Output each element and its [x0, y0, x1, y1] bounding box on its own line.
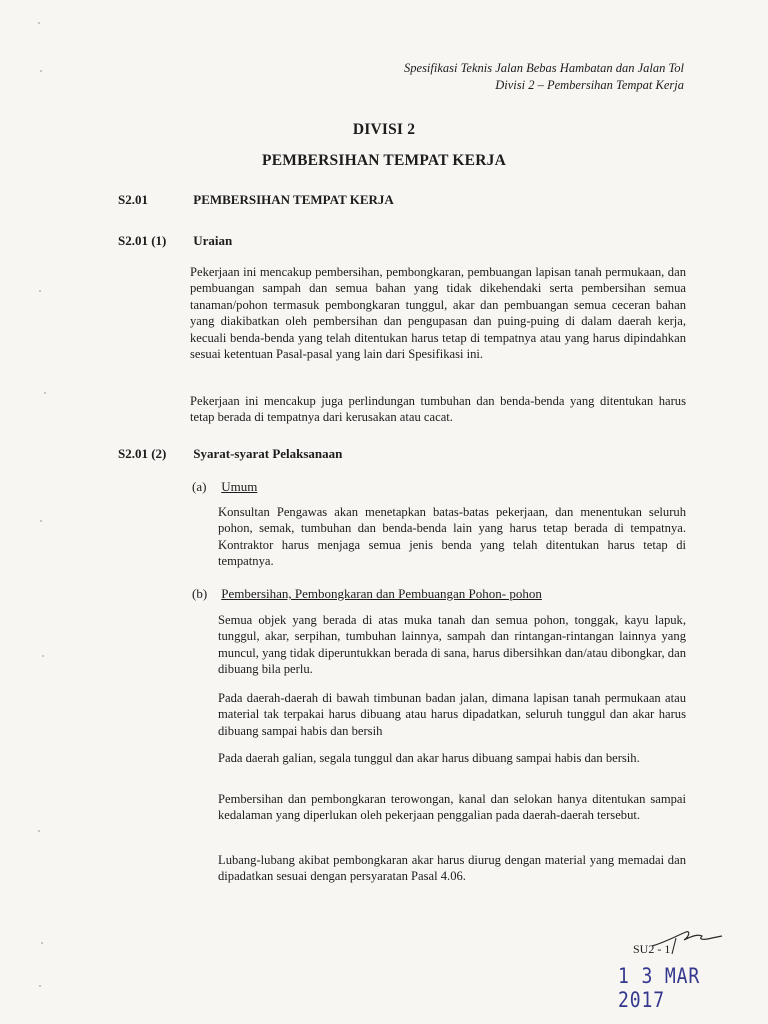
paragraph-pembersihan-5: Lubang-lubang akibat pembongkaran akar harus diurug dengan material yang memadai dan dipadatkan sesuai dengan persyaratan Pasal 4.06.	[218, 853, 686, 884]
running-header-line2: Divisi 2 – Pembersihan Tempat Kerja	[495, 78, 684, 92]
running-header-line1: Spesifikasi Teknis Jalan Bebas Hambatan dan Jalan Tol	[404, 61, 684, 75]
division-title: PEMBERSIHAN TEMPAT KERJA	[262, 152, 506, 169]
paragraph-pembersihan-2: Pada daerah-daerah di bawah timbunan badan jalan, dimana lapisan tanah permukaan atau material tak terpakai harus dibuang atau harus dipadatkan, seluruh tunggul dan akar harus dibuang sampai habis dan bersih	[218, 691, 686, 738]
date-stamp: 1 3 MAR 2017	[618, 964, 701, 1012]
running-header	[404, 60, 684, 94]
section-heading-s201-2	[118, 446, 342, 462]
subsection-label: Pembersihan, Pembongkaran dan Pembuangan Pohon- pohon	[221, 586, 542, 601]
subsection-letter: (b)	[192, 586, 208, 601]
paragraph-uraian-2: Pekerjaan ini mencakup juga perlindungan tumbuhan dan benda-benda yang ditentukan harus tetap berada di tempatnya dari kerusakan atau cacat.	[190, 394, 686, 425]
section-title: Uraian	[193, 233, 233, 248]
paragraph-pembersihan-4: Pembersihan dan pembongkaran terowongan, kanal dan selokan hanya ditentukan sampai kedalaman yang diperlukan oleh pekerjaan penggalian pada daerah-daerah tersebut.	[218, 792, 686, 823]
subsection-letter: (a)	[192, 479, 207, 494]
section-number: S2.01 (2)	[118, 446, 167, 461]
section-heading-s201	[118, 192, 394, 208]
section-title: PEMBERSIHAN TEMPAT KERJA	[193, 192, 394, 207]
subsection-heading-a	[192, 479, 257, 495]
section-number: S2.01 (1)	[118, 233, 167, 248]
paragraph-pembersihan-1: Semua objek yang berada di atas muka tanah dan semua pohon, tonggak, kayu lapuk, tunggul, akar, serpihan, tumbuhan lainnya, sampah dan rintangan-rintangan lainnya yang muncul, yang tidak diperuntukkan berada di sana, harus dibersihkan dan/atau dibongkar, dan dibuang bila perlu.	[218, 613, 686, 677]
paragraph-pembersihan-3: Pada daerah galian, segala tunggul dan akar harus dibuang sampai habis dan bersih.	[218, 751, 640, 765]
subsection-label: Umum	[221, 479, 258, 494]
section-number: S2.01	[118, 192, 148, 207]
paragraph-umum-1: Konsultan Pengawas akan menetapkan batas-batas pekerjaan, dan menentukan seluruh pohon, semak, tumbuhan dan benda-benda lain yang harus tetap berada di tempatnya. Kontraktor harus menjaga semua jenis benda yang telah ditentukan harus tetap di tempatnya.	[218, 505, 686, 569]
section-heading-s201-1	[118, 233, 232, 249]
division-number: DIVISI 2	[352, 121, 416, 138]
document-title	[0, 114, 768, 176]
paragraph-uraian-1: Pekerjaan ini mencakup pembersihan, pembongkaran, pembuangan lapisan tanah permukaan, dan pembuangan sampah dan semua bahan yang tidak dikehendaki serta pembersihan semua tanaman/pohon termasuk pembongkaran tunggul, akar dan pembuangan semua ceceran bahan yang diakibatkan oleh pembersihan dan pengupasan dan puing-puing di dalam daerah kerja, kecuali benda-benda yang telah ditentukan harus tetap di tempatnya atau yang harus dipindahkan sesuai ketentuan Pasal-pasal yang lain dari Spesifikasi ini.	[190, 265, 686, 362]
page-number: SU2 - 1	[633, 942, 671, 956]
section-title: Syarat-syarat Pelaksanaan	[193, 446, 343, 461]
subsection-heading-b	[192, 586, 542, 602]
